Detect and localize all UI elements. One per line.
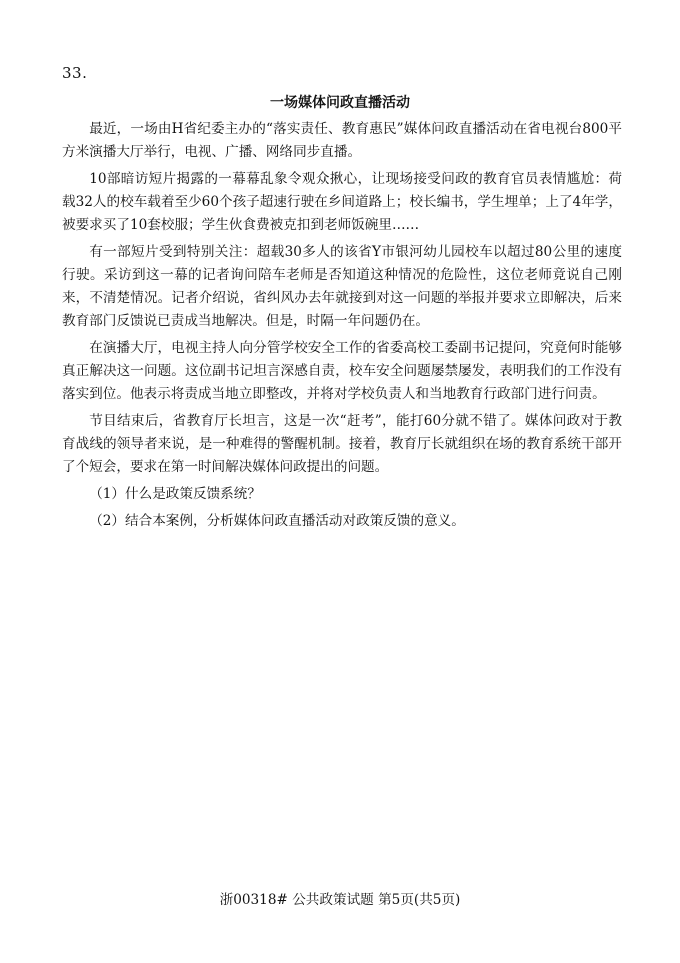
sub-question-1: （1）什么是政策反馈系统？ [89,486,261,502]
sub-question-2: （2）结合本案例，分析媒体问政直播活动对政策反馈的意义。 [89,513,465,529]
paragraph-5: 节目结束后，省教育厅长坦言，这是一次“赶考”，能打60分就不错了。媒体问政对于教育战线的领导者来说，是一种难得的警醒机制。接着，教育厅长就组织在场的教育系统干部开了个短会，要求在第一时间解决媒体问政提出的问题。 [62,413,622,475]
case-title: 一场媒体问政直播活动 [270,95,410,111]
case-body [62,118,622,537]
paragraph-1: 最近，一场由H省纪委主办的“落实责任、教育惠民”媒体问政直播活动在省电视台800平方米演播大厅举行，电视、广播、网络同步直播。 [62,121,622,160]
question-number: 33. [62,64,88,82]
paragraph-4: 在演播大厅，电视主持人向分管学校安全工作的省委高校工委副书记提问，究竟何时能够真正解决这一问题。这位副书记坦言深感自责，校车安全问题屡禁屡发，表明我们的工作没有落实到位。他表示将责成当地立即整改，并将对学校负责人和当地教育行政部门进行问责。 [62,340,622,402]
page-footer: 浙00318# 公共政策试题 第5页(共5页) [219,892,461,908]
paragraph-3: 有一部短片受到特别关注：超载30多人的该省Y市银河幼儿园校车以超过80公里的速度行驶。采访到这一幕的记者询问陪车老师是否知道这种情况的危险性，这位老师竟说自己刚来，不清楚情况。记者介绍说，省纠风办去年就接到对这一问题的举报并要求立即解决，后来教育部门反馈说已责成当地解决。但是，时隔一年问题仍在。 [62,244,622,329]
paragraph-2: 10部暗访短片揭露的一幕幕乱象令观众揪心，让现场接受问政的教育官员表情尴尬：荷载32人的校车载着至少60个孩子超速行驶在乡间道路上；校长编书，学生埋单；上了4年学，被要求买了10套校服；学生伙食费被克扣到老师饭碗里…… [62,171,622,233]
